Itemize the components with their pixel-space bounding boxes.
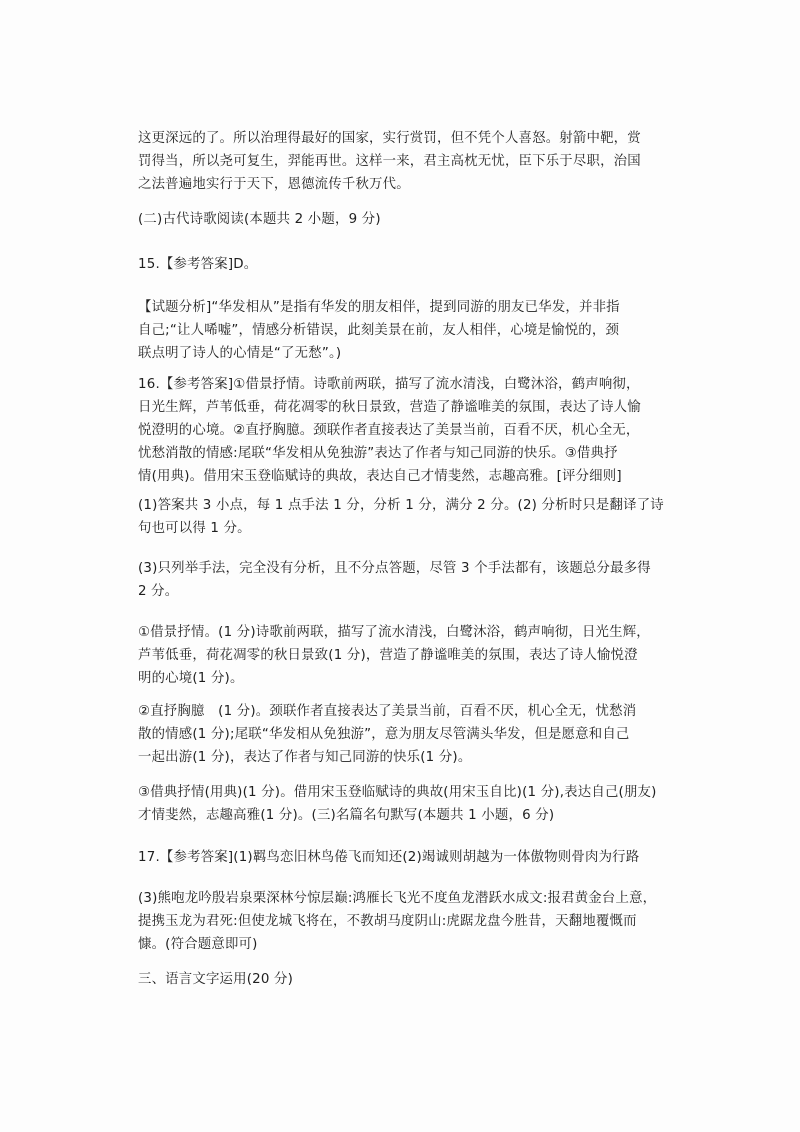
analysis-15: [138, 296, 666, 365]
answer-17: [138, 846, 666, 869]
text-line: ②直抒胸臆 (1 分)。颈联作者直接表达了美景当前，百看不厌，机心全无，忧愁消: [138, 704, 637, 719]
text-line: 17.【参考答案](1)羁鸟恋旧林鸟倦飞而知还(2)竭诚则胡越为一体傲物则骨肉为行路: [138, 850, 640, 865]
text-line: 情(用典)。借用宋玉登临赋诗的典故，表达自己才情斐然，志趣高雅。[评分细则]: [138, 469, 622, 484]
text-line: 忧愁消散的情感:尾联“华发相从免独游”表达了作者与知己同游的快乐。③借典抒: [138, 446, 618, 461]
text-line: 【试题分析]“华发相从”是指有华发的朋友相伴，提到同游的朋友已华发，并非指: [138, 300, 620, 315]
text-line: 之法普遍地实行于天下，恩德流传千秋万代。: [138, 177, 410, 192]
section-heading-poetry: [138, 208, 666, 231]
text-line: 罚得当，所以尧可复生，羿能再世。这样一来，君主高枕无忧，臣下乐于尽职，治国: [138, 154, 641, 169]
answer-15: [138, 253, 666, 276]
text-line: 一起出游(1 分)，表达了作者与知己同游的快乐(1 分)。: [138, 750, 472, 765]
text-line: 联点明了诗人的心情是“了无愁”。): [138, 346, 342, 361]
text-line: ③借典抒情(用典)(1 分)。借用宋玉登临赋诗的典故(用宋玉自比)(1 分),表达自己(朋友): [138, 785, 657, 800]
scoring-rule-1-2: [138, 494, 666, 540]
text-line: 这更深远的了。所以治理得最好的国家，实行赏罚，但不凭个人喜怒。射箭中靶，赏: [138, 131, 641, 146]
answer-17-part-3: [138, 887, 666, 956]
text-line: 才情斐然，志趣高雅(1 分)。(三)名篇名句默写(本题共 1 小题，6 分): [138, 808, 555, 823]
text-line: 悦澄明的心境。②直抒胸臆。颈联作者直接表达了美景当前，百看不厌，机心全无，: [138, 423, 640, 438]
scoring-rule-3: [138, 557, 666, 603]
scoring-point-2: [138, 700, 666, 769]
text-line: 芦苇低垂，荷花凋零的秋日景致(1 分)，营造了静谧唯美的氛围，表达了诗人愉悦澄: [138, 648, 638, 663]
answer-16: [138, 373, 666, 488]
scoring-point-1: [138, 621, 666, 690]
text-line: (3)熊咆龙吟殷岩泉栗深林兮惊层巅:鸿雁长飞光不度鱼龙潜跃水成文:报君黄金台上意，: [138, 891, 657, 906]
text-line: 16.【参考答案]①借景抒情。诗歌前两联，描写了流水清浅，白鹭沐浴，鹤声响彻，: [138, 377, 640, 392]
text-line: (3)只列举手法，完全没有分析，且不分点答题，尽管 3 个手法都有，该题总分最多得: [138, 561, 651, 576]
text-line: 三、语言文字运用(20 分): [138, 972, 294, 987]
text-line: (1)答案共 3 小点，每 1 点手法 1 分，分析 1 分，满分 2 分。(2) 分析时只是翻译了诗: [138, 498, 664, 513]
text-line: 日光生辉，芦苇低垂，荷花凋零的秋日景致，营造了静谧唯美的氛围，表达了诗人愉: [138, 400, 641, 415]
text-line: 15.【参考答案]D。: [138, 257, 258, 272]
text-line: 2 分。: [138, 584, 179, 599]
paragraph-translation-ending: [138, 127, 666, 196]
section-heading-language-use: [138, 968, 666, 991]
text-line: 慷。(符合题意即可): [138, 937, 258, 952]
text-line: 明的心境(1 分)。: [138, 671, 244, 686]
text-line: ①借景抒情。(1 分)诗歌前两联，描写了流水清浅，白鹭沐浴，鹤声响彻，日光生辉，: [138, 625, 650, 640]
scoring-point-3: [138, 781, 666, 827]
text-line: 散的情感(1 分);尾联“华发相从免独游”，意为朋友尽管满头华发，但是愿意和自己: [138, 727, 630, 742]
text-line: 提携玉龙为君死:但使龙城飞将在，不教胡马度阴山:虎踞龙盘今胜昔，天翻地覆慨而: [138, 914, 637, 929]
text-line: 自己;“让人唏嘘”，情感分析错误，此刻美景在前，友人相伴，心境是愉悦的，颈: [138, 323, 620, 338]
text-line: (二)古代诗歌阅读(本题共 2 小题，9 分): [138, 212, 381, 227]
text-line: 句也可以得 1 分。: [138, 521, 251, 536]
